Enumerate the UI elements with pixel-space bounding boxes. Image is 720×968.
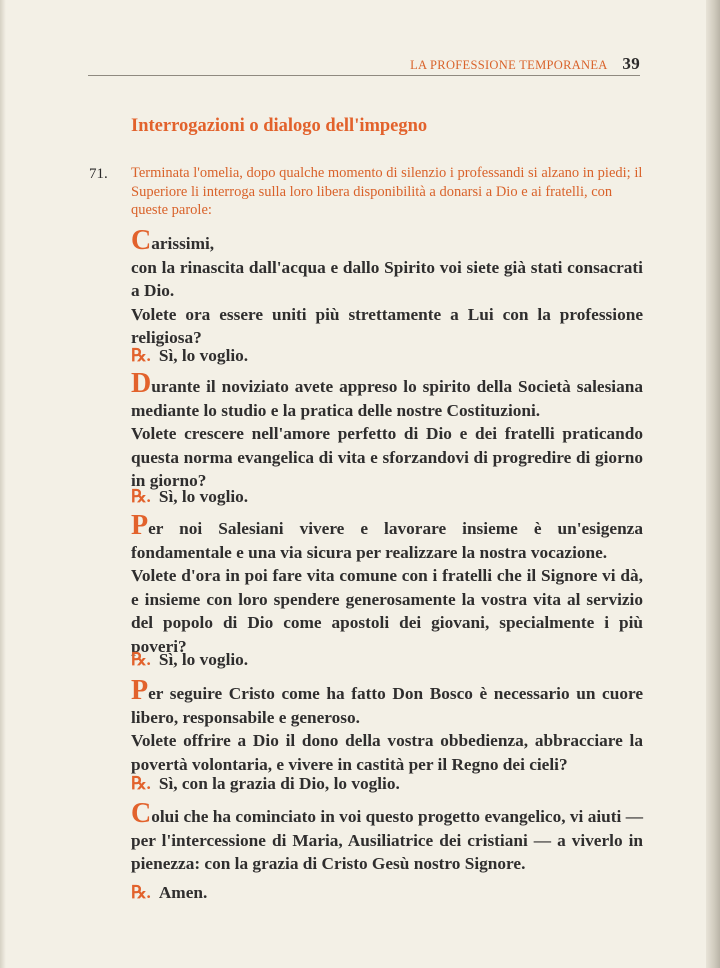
page-edge-right bbox=[706, 0, 720, 968]
question-block-2 bbox=[131, 368, 643, 493]
drop-initial: C bbox=[131, 225, 152, 256]
response-symbol: ℞. bbox=[131, 346, 151, 365]
section-title: Interrogazioni o dialogo dell'impegno bbox=[131, 116, 428, 136]
response-symbol: ℞. bbox=[131, 487, 151, 506]
drop-initial: P bbox=[131, 675, 149, 706]
header-rule bbox=[88, 75, 640, 76]
rubric-number: 71. bbox=[89, 166, 108, 182]
question-text: er noi Salesiani vivere e lavorare insieme è un'esigenza fondamentale e una via sicura per realizzare la nostra vocazione. Volete d'ora in poi fare vita comune con i fratelli che il Signore vi dà, e insieme con loro spendere generosamente la vostra vita al servizio del popolo di Dio come apostoli dei giovani, specialmente i più poveri? bbox=[131, 519, 643, 656]
response-2 bbox=[131, 487, 248, 507]
drop-initial: P bbox=[131, 510, 149, 541]
question-text: arissimi, con la rinascita dall'acqua e dallo Spirito voi siete già stati consacrati a Dio. Volete ora essere uniti più strettamente a Lui con la professione religiosa? bbox=[131, 234, 643, 347]
question-block-4 bbox=[131, 675, 643, 776]
question-block-5 bbox=[131, 798, 643, 876]
response-1 bbox=[131, 346, 248, 366]
drop-initial: C bbox=[131, 798, 152, 829]
response-text: Sì, lo voglio. bbox=[158, 487, 249, 506]
running-title: LA PROFESSIONE TEMPORANEA bbox=[410, 58, 607, 72]
response-text: Sì, con la grazia di Dio, lo voglio. bbox=[158, 774, 400, 793]
running-head bbox=[90, 54, 640, 74]
response-3 bbox=[131, 650, 248, 670]
response-4 bbox=[131, 774, 400, 794]
response-text: Sì, lo voglio. bbox=[158, 346, 249, 365]
question-text: urante il noviziato avete appreso lo spirito della Società salesiana mediante lo studio e la pratica delle nostre Costituzioni. Volete crescere nell'amore perfetto di Dio e dei fratelli praticando questa norma evangelica di vita e sforzandovi di progredire di giorno in giorno? bbox=[131, 377, 643, 490]
page-number: 39 bbox=[622, 54, 640, 73]
question-block-1 bbox=[131, 225, 643, 350]
response-symbol: ℞. bbox=[131, 883, 151, 902]
drop-initial: D bbox=[131, 368, 152, 399]
question-block-3 bbox=[131, 510, 643, 658]
page-edge-left bbox=[0, 0, 6, 968]
response-text: Amen. bbox=[158, 883, 208, 902]
response-symbol: ℞. bbox=[131, 774, 151, 793]
question-text: er seguire Cristo come ha fatto Don Bosco è necessario un cuore libero, responsabile e generoso. Volete offrire a Dio il dono della vostra obbedienza, abbracciare la povertà volontaria, e vivere in castità per il Regno dei cieli? bbox=[131, 684, 643, 774]
response-symbol: ℞. bbox=[131, 650, 151, 669]
response-text: Sì, lo voglio. bbox=[158, 650, 249, 669]
response-5 bbox=[131, 883, 207, 903]
question-text: olui che ha cominciato in voi questo progetto evangelico, vi aiuti — per l'intercessione di Maria, Ausiliatrice dei cristiani — a viverlo in pienezza: con la grazia di Cristo Gesù nostro Signore. bbox=[131, 807, 643, 873]
rubric-text: Terminata l'omelia, dopo qualche momento di silenzio i professandi si alzano in piedi; il Superiore li interroga sulla loro libera disponibilità a donarsi a Dio e ai fratelli, con queste parole: bbox=[131, 165, 643, 218]
